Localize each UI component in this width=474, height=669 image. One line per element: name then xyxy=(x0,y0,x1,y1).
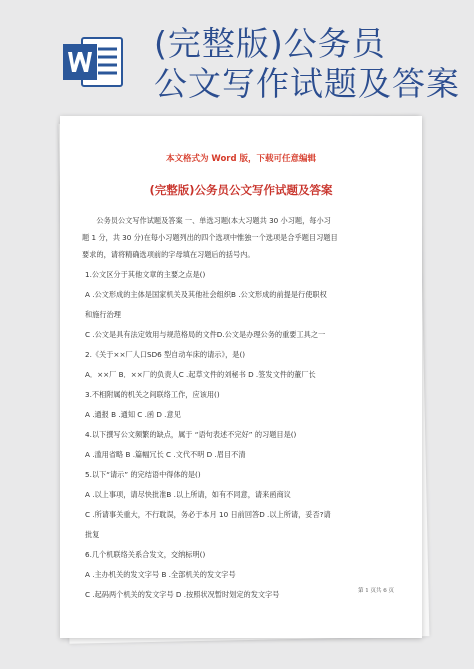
document-page xyxy=(60,116,422,638)
intro-line: 要求的，请将精确选项前的字母填在习题后的括号内。 xyxy=(82,250,255,259)
question-6-option-c: C .起码两个机关的发文字号 D .按照状况暂时划定的发文字号 xyxy=(85,590,280,599)
question-5-option-c-cont: 批复 xyxy=(85,530,100,539)
question-5: 5.以下“请示” 的完结语中得体的是() xyxy=(85,470,201,479)
document-title: (完整版)公务员公文写作试题及答案 xyxy=(149,183,333,197)
document-body xyxy=(82,212,400,603)
intro-line: 公务员公文写作试题及答案 一、单选习题(本大习题共 30 小习题，每小习 xyxy=(96,216,331,225)
question-1-option-c: C .公文是具有法定效用与规范格局的文件D.公文是办理公务的重要工具之一 xyxy=(85,330,326,339)
question-3-options: A .通报 B .通知 C .函 D .意见 xyxy=(85,410,181,419)
question-5-option-a: A .以上事项，请尽快批准B .以上所请，如有不同意，请来函商议 xyxy=(85,490,291,499)
question-6-option-a: A .主办机关的发文字号 B .全部机关的发文字号 xyxy=(85,570,236,579)
question-1-option-a-cont: 和施行治理 xyxy=(85,310,121,319)
question-5-option-c: C .所请事关重大，不行耽误，务必于本月 10 日前回答D .以上所请，妥否?请 xyxy=(85,510,331,519)
question-4-options: A .滥用省略 B .篇幅冗长 C .文代不明 D .眉目不清 xyxy=(85,450,246,459)
header-title-line1: (完整版)公务员 xyxy=(154,24,386,63)
question-2: 2.《关于××厂人口SD6 型自动车床的请示》，是() xyxy=(85,350,246,359)
question-6: 6.几个机联络关系合发文，交纳标明() xyxy=(85,550,206,559)
question-1: 1.公文区分于其他文章的主要之点是() xyxy=(85,270,206,279)
question-1-option-a: A .公文形成的主体是国家机关及其他社会组织B .公文形成的前提是行使职权 xyxy=(85,290,327,299)
page-number: 第 1 页共 6 页 xyxy=(358,588,394,594)
question-3: 3.不相附属的机关之间联络工作，应该用() xyxy=(85,390,220,399)
format-notice: 本文格式为 Word 版，下载可任意编辑 xyxy=(165,154,317,164)
intro-line: 题 1 分，共 30 分)在每小习题列出的四个选项中惟独一个选项是合乎题目习题目 xyxy=(82,233,338,242)
word-doc-icon xyxy=(62,34,124,90)
header-title xyxy=(154,24,460,104)
header-title-line2: 公文写作试题及答案 xyxy=(154,64,460,103)
page-header xyxy=(0,0,474,118)
question-2-options: A．××厂 B．××厂的负责人C .起草文件的刘秘书 D .签发文件的董厂长 xyxy=(85,370,316,379)
question-4: 4.以下撰写公文频繁的缺点，属于 “语句表述不完好” 的习题目是() xyxy=(85,430,297,439)
